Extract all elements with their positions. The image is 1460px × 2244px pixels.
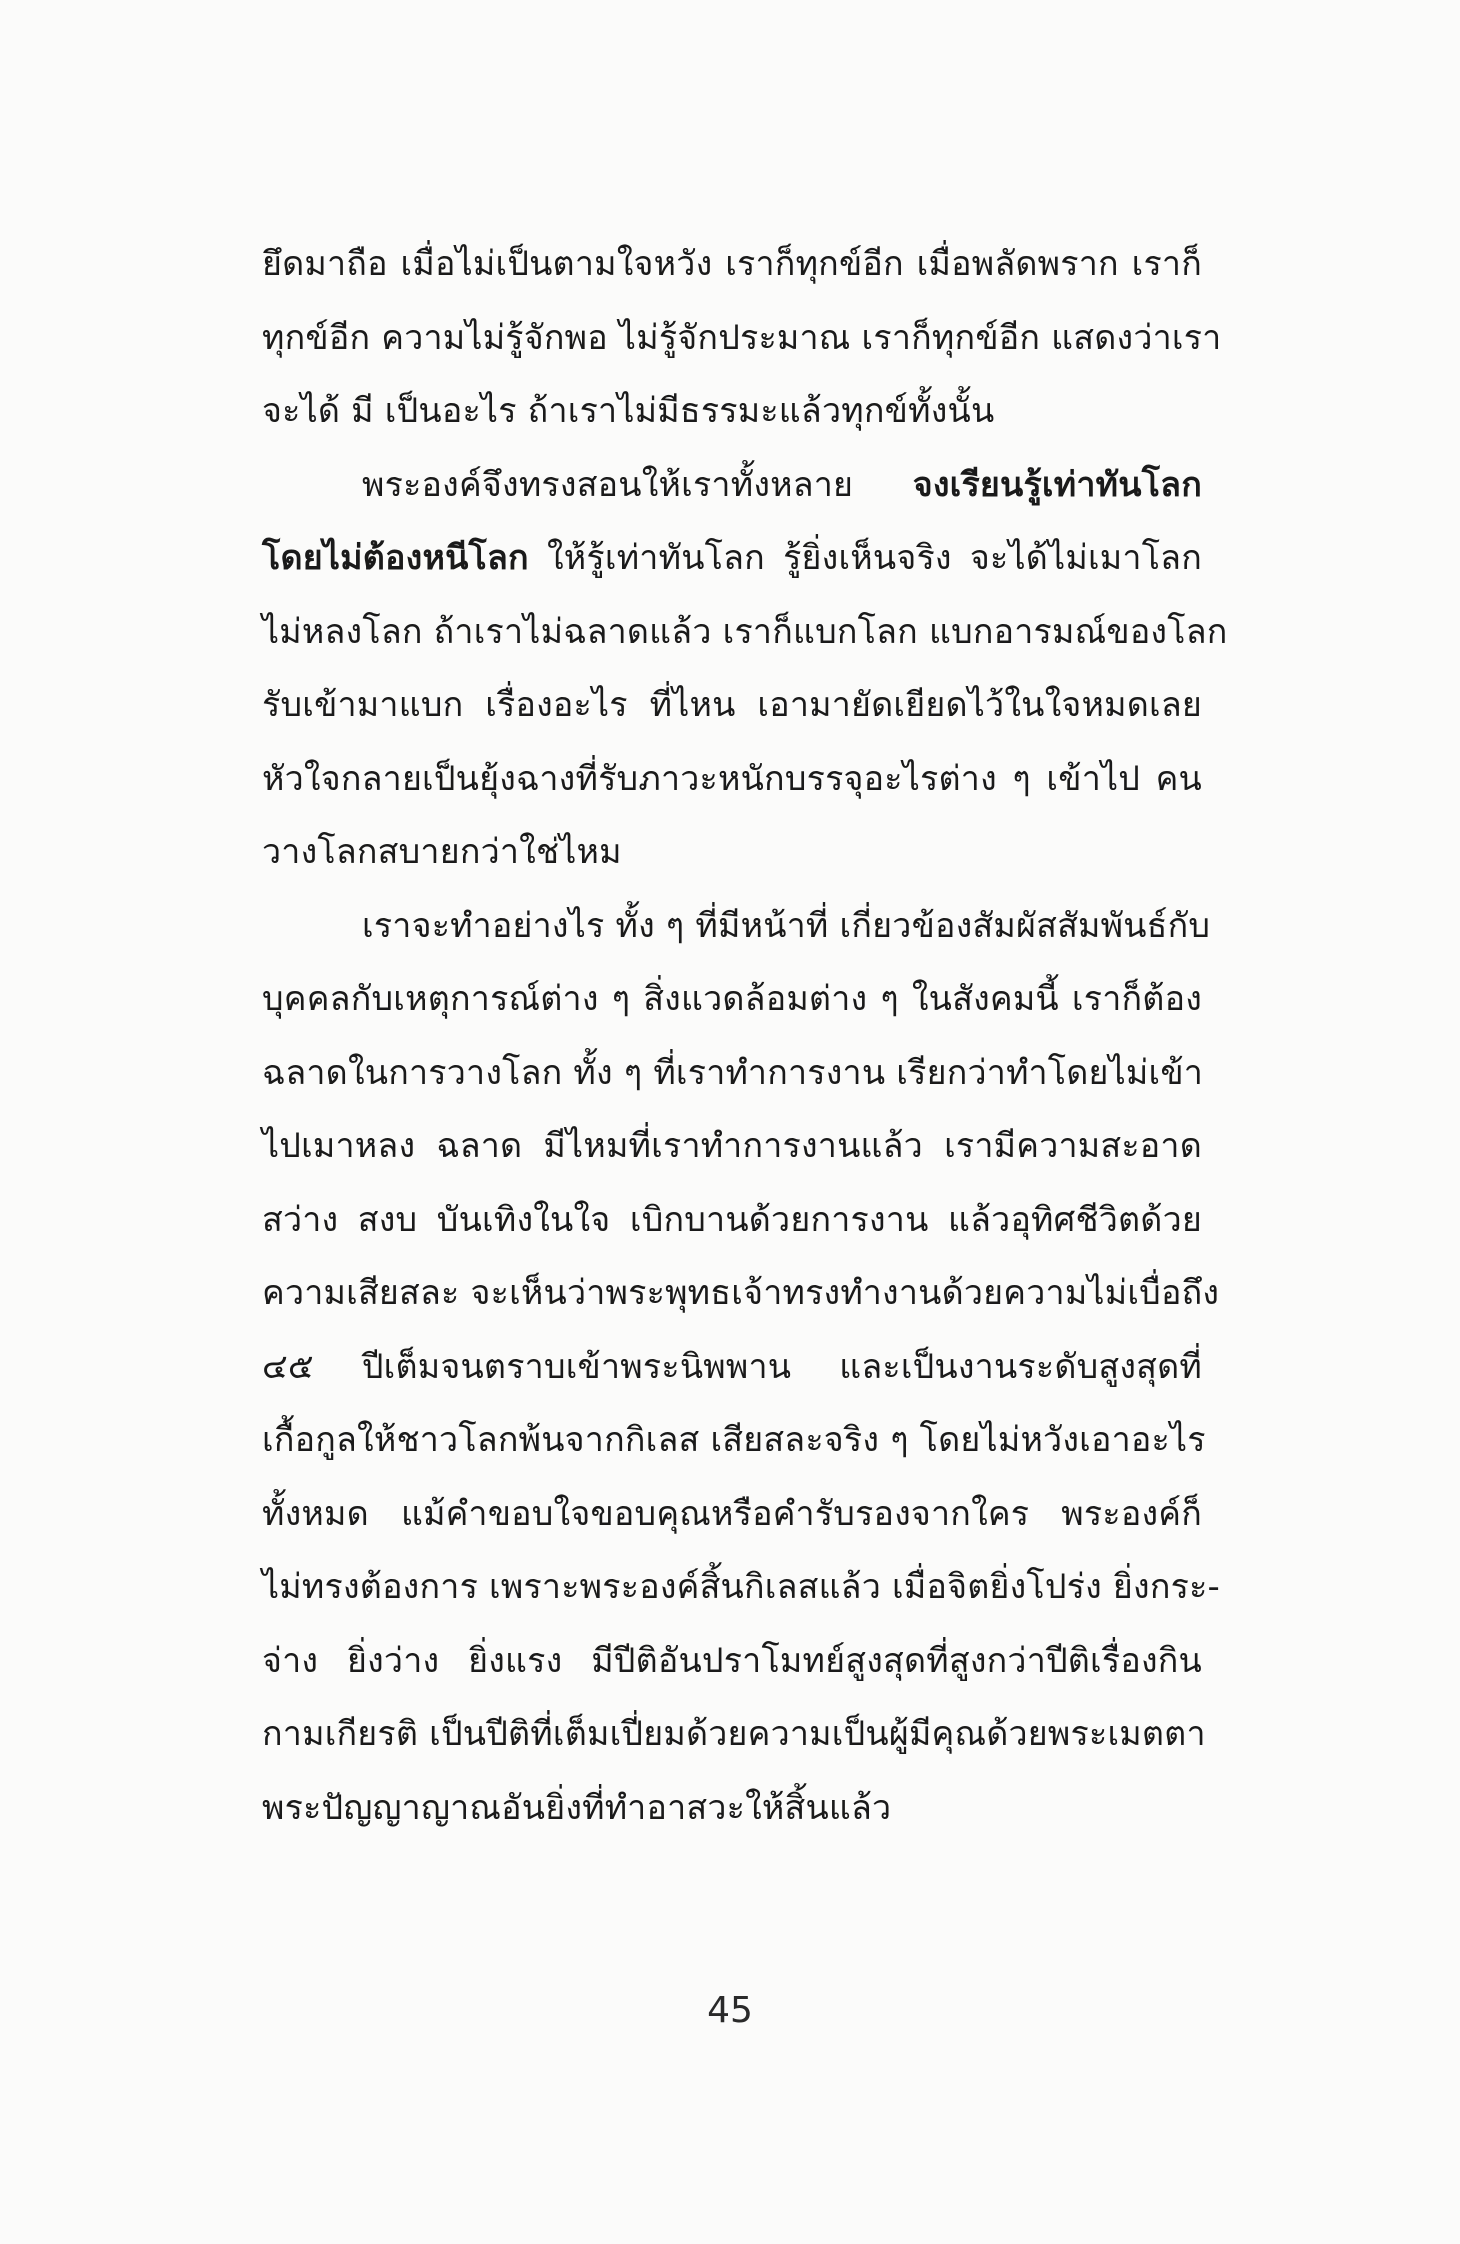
text-line: จะได้ มี เป็นอะไร ถ้าเราไม่มีธรรมะแล้วทุกข์ทั้งนั้น	[262, 391, 995, 431]
emphasis-text: โดยไม่ต้องหนีโลก	[262, 538, 529, 578]
emphasis-text: จงเรียนรู้เท่าทันโลก	[912, 464, 1202, 505]
paragraph-2	[262, 449, 1228, 890]
text-line: ทุกข์อีก ความไม่รู้จักพอ ไม่รู้จักประมาณ เราก็ทุกข์อีก แสดงว่าเรา	[262, 317, 1222, 358]
text-line: สว่าง สงบ บันเทิงในใจ เบิกบานด้วยการงาน แล้วอุทิศชีวิตด้วย	[262, 1199, 1202, 1240]
text-line: จ่าง ยิ่งว่าง ยิ่งแรง มีปีติอันปราโมทย์สูงสุดที่สูงกว่าปีติเรื่องกิน	[262, 1640, 1202, 1681]
text-line: ฉลาดในการวางโลก ทั้ง ๆ ที่เราทำการงาน เรียกว่าทำโดยไม่เข้า	[262, 1052, 1204, 1093]
text-line: วางโลกสบายกว่าใช่ไหม	[262, 832, 622, 872]
text-run: พระองค์จึงทรงสอนให้เราทั้งหลาย	[362, 464, 913, 505]
text-line	[262, 449, 1202, 523]
text-line: รับเข้ามาแบก เรื่องอะไร ที่ไหน เอามายัดเยียดไว้ในใจหมดเลย	[262, 685, 1202, 725]
body-text	[262, 228, 1228, 1845]
text-line: ความเสียสละ จะเห็นว่าพระพุทธเจ้าทรงทำงานด้วยความไม่เบื่อถึง	[262, 1273, 1220, 1313]
text-line: ไม่ทรงต้องการ เพราะพระองค์สิ้นกิเลสแล้ว เมื่อจิตยิ่งโปร่ง ยิ่งกระ-	[262, 1567, 1221, 1607]
paragraph-3	[262, 890, 1221, 1846]
text-line	[262, 522, 1202, 596]
text-line: ๔๕ ปีเต็มจนตราบเข้าพระนิพพาน และเป็นงานระดับสูงสุดที่	[262, 1346, 1202, 1387]
text-line: กามเกียรติ เป็นปีติที่เต็มเปี่ยมด้วยความเป็นผู้มีคุณด้วยพระเมตตา	[262, 1714, 1206, 1754]
text-line: เราจะทำอย่างไร ทั้ง ๆ ที่มีหน้าที่ เกี่ยวข้องสัมผัสสัมพันธ์กับ	[362, 905, 1211, 946]
text-line: หัวใจกลายเป็นยุ้งฉางที่รับภาวะหนักบรรจุอะไรต่าง ๆ เข้าไป คน	[262, 758, 1202, 799]
text-line: ยึดมาถือ เมื่อไม่เป็นตามใจหวัง เราก็ทุกข์อีก เมื่อพลัดพราก เราก็	[262, 244, 1202, 284]
paragraph-1	[262, 228, 1222, 449]
text-line: ไปเมาหลง ฉลาด มีไหมที่เราทำการงานแล้ว เรามีความสะอาด	[262, 1126, 1202, 1166]
text-line: เกื้อกูลให้ชาวโลกพ้นจากกิเลส เสียสละจริง ๆ โดยไม่หวังเอาอะไร	[262, 1420, 1206, 1460]
text-line: บุคคลกับเหตุการณ์ต่าง ๆ สิ่งแวดล้อมต่าง ๆ ในสังคมนี้ เราก็ต้อง	[262, 979, 1202, 1019]
text-run: ให้รู้เท่าทันโลก รู้ยิ่งเห็นจริง จะได้ไม่เมาโลก	[528, 538, 1202, 578]
text-line: ทั้งหมด แม้คำขอบใจขอบคุณหรือคำรับรองจากใคร พระองค์ก็	[262, 1493, 1202, 1534]
text-line: พระปัญญาญาณอันยิ่งที่ทำอาสวะให้สิ้นแล้ว	[262, 1787, 892, 1828]
text-line: ไม่หลงโลก ถ้าเราไม่ฉลาดแล้ว เราก็แบกโลก แบกอารมณ์ของโลก	[262, 611, 1228, 652]
page-number: 45	[707, 1990, 753, 2031]
